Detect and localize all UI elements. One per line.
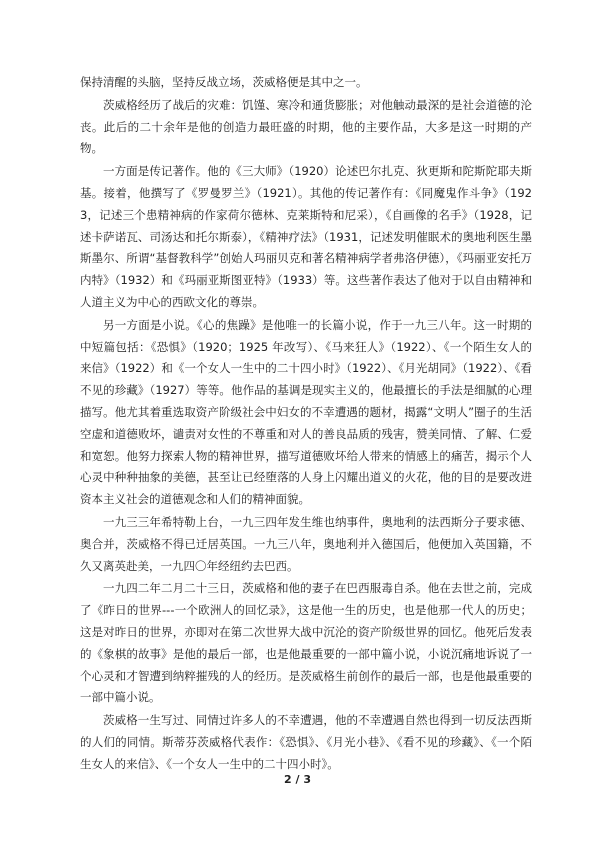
- paragraph-death: 一九四二年二月二十三日，茨威格和他的妻子在巴西服毒自杀。他在去世之前，完成了《昨日的世界---一个欧洲人的回忆录》，这是他一生的历史，也是他那一代人的历史；这是对昨日的世界，亦即对在第二次世界大战中沉沦的资产阶级世界的回忆。他死后发表的《象棋的故事》是他的最后一部，也是他最重要的一部中篇小说，小说沉痛地诉说了一个心灵和才智遭到纳粹摧残的人的经历。是茨威格生前创作的最后一部，也是他最重要的一部中篇小说。: [80, 581, 532, 705]
- paragraph-postwar: 茨威格经历了战后的灾难：饥馑、寒冷和通货膨胀；对他触动最深的是社会道德的沦丧。此后的二十余年是他的创造力最旺盛的时期，他的主要作品，大多是这一时期的产物。: [80, 97, 532, 156]
- paragraph-novels: 另一方面是小说。《心的焦躁》是他唯一的长篇小说，作于一九三八年。这一时期的中短篇包括：《恐惧》（1920；1925 年改写）、《马来狂人》（1922）、《一个陌生女人的来信》（1922）和《一个女人一生中的二十四小时》（1922）、《月光胡同》（1922）、《看不见的珍藏》（1927）等等。他作品的基调是现实主义的，他最擅长的手法是细腻的心理描写。他尤其着重选取资产阶级社会中妇女的不幸遭遇的题材，揭露“文明人”圈子的生活空虚和道德败坏，谴责对女性的不尊重和对人的善良品质的残害，赞美同情、了解、仁爱和宽恕。他努力探索人物的精神世界，描写道德败坏给人带来的情感上的痛苦，揭示个人心灵中种种抽象的美德，甚至让已经堕落的人身上闪耀出道义的火花，他的目的是要改进资本主义社会的道德观念和人们的精神面貌。: [80, 317, 532, 507]
- paragraph-legacy: 茨威格一生写过、同情过许多人的不幸遭遇，他的不幸遭遇自然也得到一切反法西斯的人们的同情。斯蒂芬茨威格代表作：《恐惧》、《月光小巷》、《看不见的珍藏》、《一个陌生女人的来信》、《一个女人一生中的二十四小时》。: [80, 713, 532, 771]
- paragraph-biographies: 一方面是传记著作。他的《三大师》（1920）论述巴尔扎克、狄更斯和陀斯陀耶夫斯基。接着，他撰写了《罗曼罗兰》（1921）。其他的传记著作有：《同魔鬼作斗争》（1923，记述三个患精神病的作家荷尔德林、克莱斯特和尼采），《自画像的名手》（1928，记述卡萨诺瓦、司汤达和托尔斯泰），《精神疗法》（1931，记述发明催眠术的奥地利医生墨斯墨尔、所谓“基督教科学”创始人玛丽贝克和著名精神病学者弗洛伊德），《玛丽亚安托万内特》（1932）和《玛丽亚斯图亚特》（1933）等。这些著作表达了他对于以自由精神和人道主义为中心的西欧文化的尊崇。: [80, 164, 532, 309]
- page-number: 2 / 3: [284, 773, 311, 786]
- paragraph-continuation: 保持清醒的头脑，坚持反战立场，茨威格便是其中之一。: [80, 75, 368, 89]
- document-body: [80, 72, 532, 777]
- paragraph-emigration: 一九三三年希特勒上台，一九三四年发生维也纳事件，奥地利的法西斯分子要求德、奥合并，茨威格不得已迁居英国。一九三八年，奥地利并入德国后，他便加入英国籍，不久又离英赴美，一九四〇年经纽约去巴西。: [80, 514, 532, 573]
